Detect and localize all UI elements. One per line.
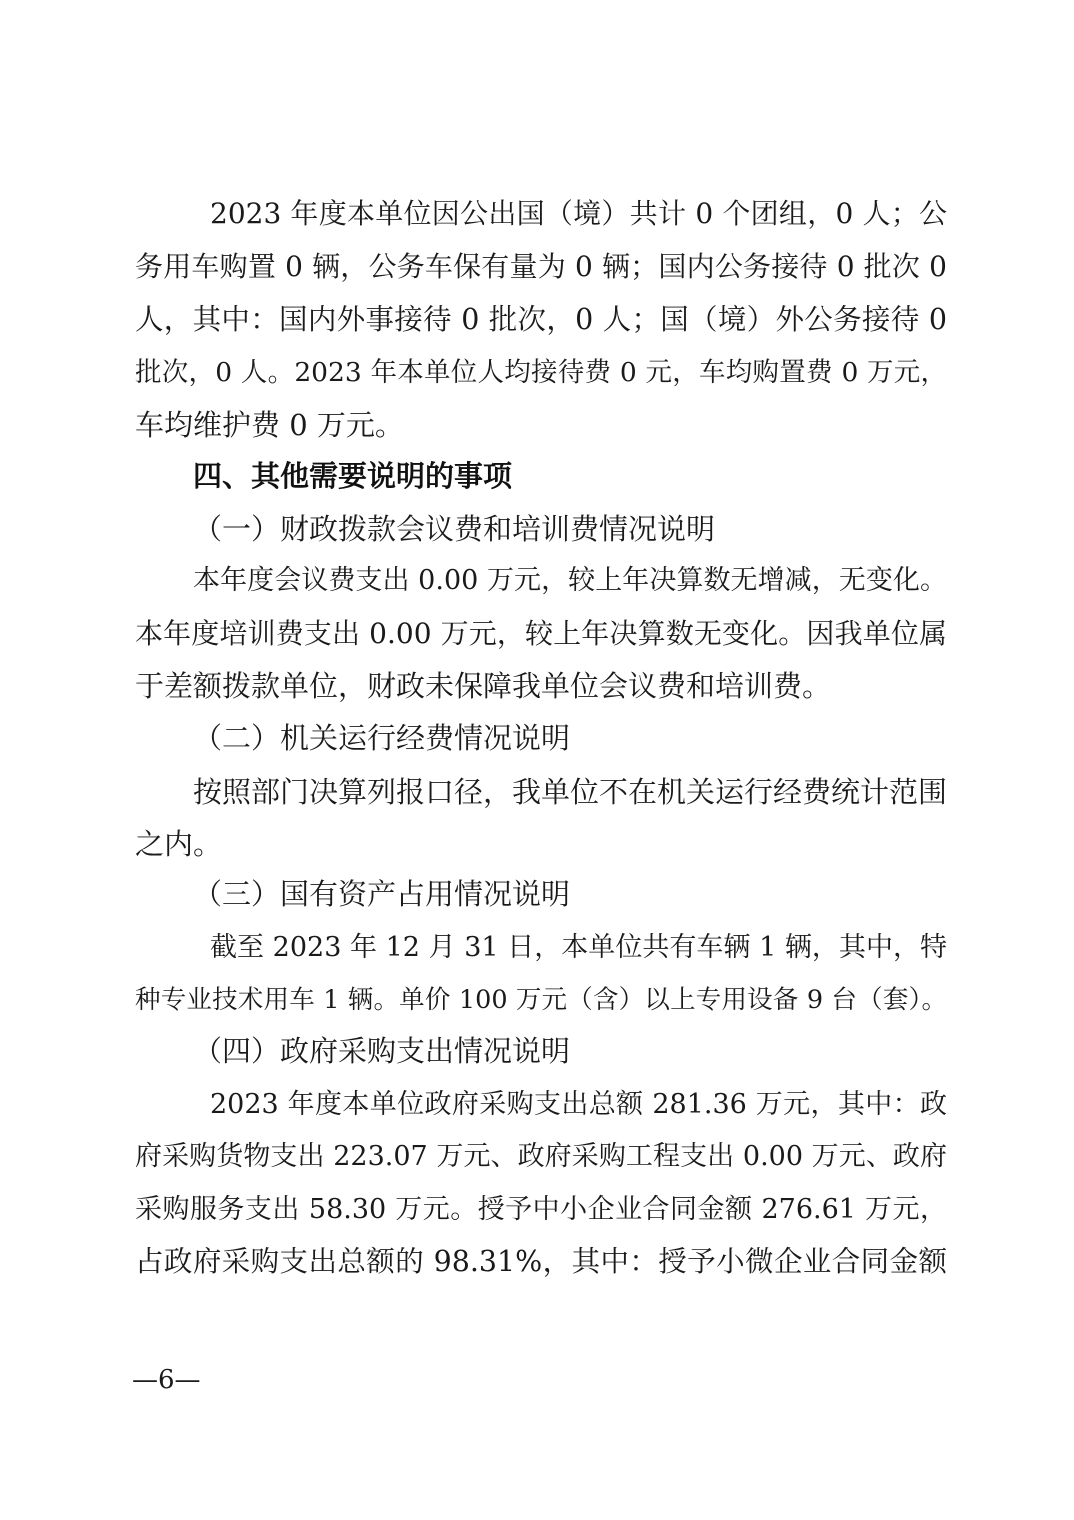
paragraph-line: 人，其中：国内外事接待 0 批次，0 人；国（境）外公务接待 0 [135,303,947,336]
subsection-heading: （二）机关运行经费情况说明 [193,721,571,755]
paragraph-line: 采购服务支出 58.30 万元。授予中小企业合同金额 276.61 万元， [135,1194,947,1225]
paragraph-line: 批次，0 人。2023 年本单位人均接待费 0 元，车均购置费 0 万元， [135,357,947,388]
page-number: —6— [132,1365,201,1395]
paragraph-line: 2023 年度本单位因公出国（境）共计 0 个团组，0 人；公 [210,197,947,230]
paragraph-line: 之内。 [135,827,223,861]
section-heading: 四、其他需要说明的事项 [193,459,513,493]
subsection-heading: （一）财政拨款会议费和培训费情况说明 [193,512,716,546]
paragraph-line: 截至 2023 年 12 月 31 日，本单位共有车辆 1 辆，其中，特 [210,932,947,963]
paragraph-line: 本年度培训费支出 0.00 万元，较上年决算数无变化。因我单位属 [135,617,947,650]
paragraph-line: 车均维护费 0 万元。 [135,408,404,442]
paragraph-line: 占政府采购支出总额的 98.31%，其中：授予小微企业合同金额 [135,1245,947,1278]
paragraph-line: 府采购货物支出 223.07 万元、政府采购工程支出 0.00 万元、政府 [135,1141,947,1172]
subsection-heading: （四）政府采购支出情况说明 [193,1034,571,1068]
paragraph-line: 按照部门决算列报口径，我单位不在机关运行经费统计范围 [193,775,948,809]
paragraph-line: 本年度会议费支出 0.00 万元，较上年决算数无增减，无变化。 [193,565,947,596]
paragraph-line: 种专业技术用车 1 辆。单价 100 万元（含）以上专用设备 9 台（套）。 [135,985,947,1015]
subsection-heading: （三）国有资产占用情况说明 [193,877,571,911]
paragraph-line: 务用车购置 0 辆，公务车保有量为 0 辆；国内公务接待 0 批次 0 [135,250,947,283]
paragraph-line: 2023 年度本单位政府采购支出总额 281.36 万元，其中：政 [210,1089,947,1120]
paragraph-line: 于差额拨款单位，财政未保障我单位会议费和培训费。 [135,669,832,703]
